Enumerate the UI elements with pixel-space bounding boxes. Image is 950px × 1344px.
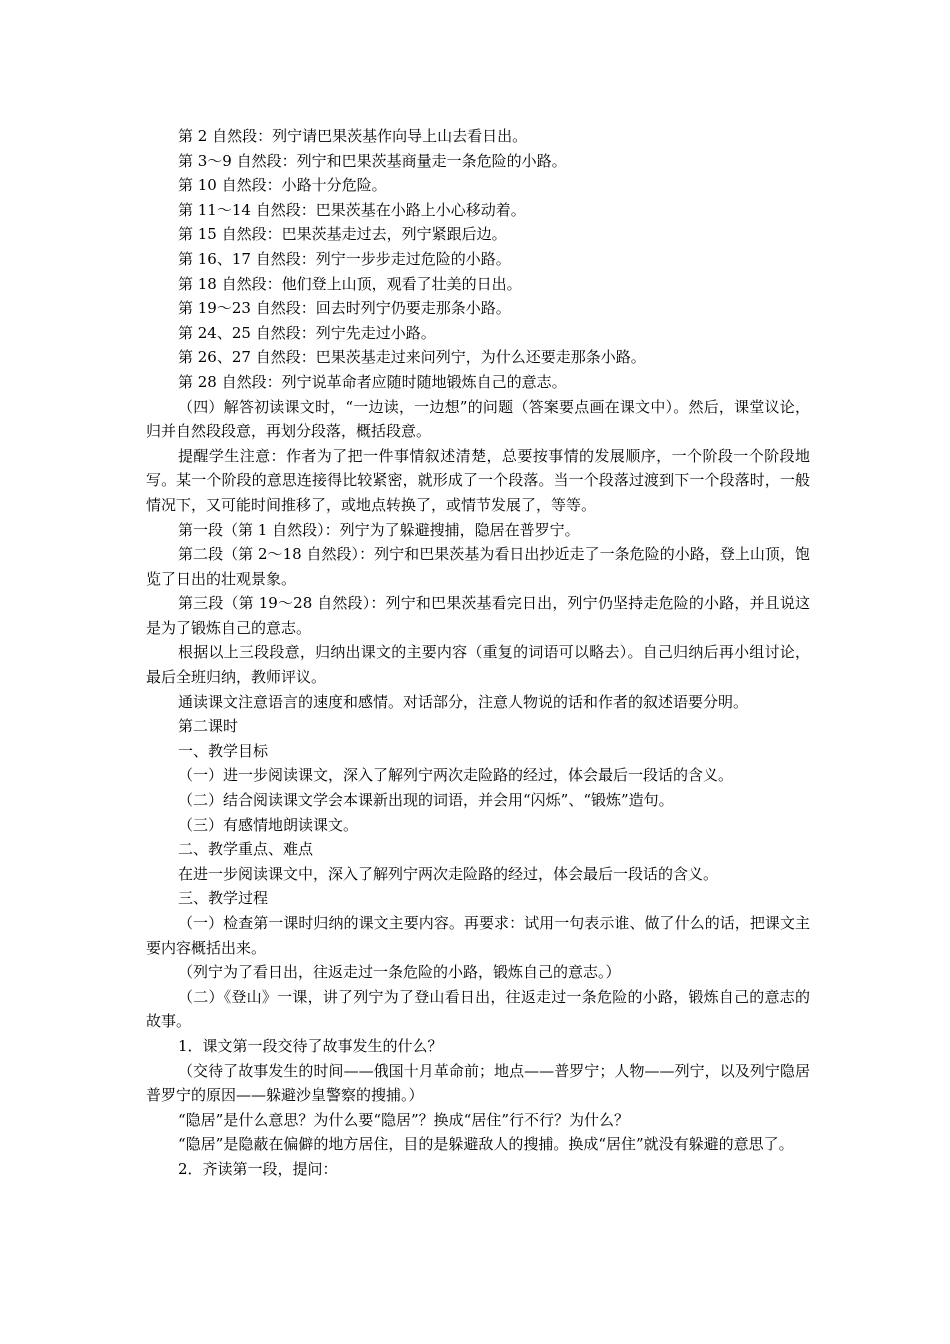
paragraph: （四）解答初读课文时，“一边读，一边想”的问题（答案要点画在课文中）。然后，课堂议论，归并自然段段意，再划分段落，概括段意。 [146,397,810,441]
paragraph: 第 3～9 自然段：列宁和巴果茨基商量走一条危险的小路。 [178,151,567,170]
paragraph: “隐居”是隐蔽在偏僻的地方居住，目的是躲避敌人的搜捕。换成“居住”就没有躲避的意思了。 [178,1135,794,1154]
section-heading: 一、教学目标 [178,741,269,760]
paragraph: （二）《登山》一课，讲了列宁为了登山看日出，往返走过一条危险的小路，锻炼自己的意志的故事。 [146,987,810,1031]
paragraph: 第 16、17 自然段：列宁一步步走过危险的小路。 [178,249,511,268]
paragraph: 第 10 自然段：小路十分危险。 [178,176,387,195]
paragraph: 第二段（第 2～18 自然段）：列宁和巴果茨基为看日出抄近走了一条危险的小路，登上山顶，饱览了日出的壮观景象。 [146,545,810,588]
paragraph: 根据以上三段段意，归纳出课文的主要内容（重复的词语可以略去）。自己归纳后再小组讨论，最后全班归纳，教师评议。 [146,643,810,687]
paragraph: 第 19～23 自然段：回去时列宁仍要走那条小路。 [178,299,511,318]
paragraph: （三）有感情地朗读课文。 [178,815,359,834]
paragraph: 第 2 自然段：列宁请巴果茨基作向导上山去看日出。 [178,127,528,145]
section-heading: 第二课时 [178,717,239,736]
paragraph: （列宁为了看日出，往返走过一条危险的小路，锻炼自己的意志。） [178,963,621,982]
paragraph: “隐居”是什么意思？为什么要“隐居”？换成“居住”行不行？为什么？ [178,1110,630,1129]
paragraph: 第 11～14 自然段：巴果茨基在小路上小心移动着。 [178,200,526,219]
paragraph: （二）结合阅读课文学会本课新出现的词语，并会用“闪烁”、“锻炼”造句。 [178,791,674,810]
paragraph: （交待了故事发生的时间——俄国十月革命前；地点——普罗宁；人物——列宁，以及列宁隐居普罗宁的原因——躲避沙皇警察的搜捕。） [146,1061,810,1105]
paragraph: 第 26、27 自然段：巴果茨基走过来问列宁，为什么还要走那条小路。 [178,348,646,367]
paragraph: （一）检查第一课时归纳的课文主要内容。再要求：试用一句表示谁、做了什么的话，把课文主要内容概括出来。 [146,914,810,957]
paragraph: 1．课文第一段交待了故事发生的什么？ [178,1036,443,1055]
paragraph: 第三段（第 19～28 自然段）：列宁和巴果茨基看完日出，列宁仍坚持走危险的小路，并且说这是为了锻炼自己的意志。 [146,594,810,637]
paragraph: 第一段（第 1 自然段）：列宁为了躲避搜捕，隐居在普罗宁。 [178,520,580,539]
paragraph: 第 18 自然段：他们登上山顶，观看了壮美的日出。 [178,274,522,293]
section-heading: 二、教学重点、难点 [178,840,314,859]
paragraph: 第 28 自然段：列宁说革命者应随时随地锻炼自己的意志。 [178,372,567,391]
paragraph: （一）进一步阅读课文，深入了解列宁两次走险路的经过，体会最后一段话的含义。 [178,766,734,785]
paragraph: 2．齐读第一段，提问： [178,1159,338,1178]
paragraph: 在进一步阅读课文中，深入了解列宁两次走险路的经过，体会最后一段话的含义。 [178,864,719,883]
paragraph: 提醒学生注意：作者为了把一件事情叙述清楚，总要按事情的发展顺序，一个阶段一个阶段地写。某一个阶段的意思连接得比较紧密，就形成了一个段落。当一个段落过渡到下一个段落时，一般情况下，又可能时间推移了，或地点转换了，或情节发展了，等等。 [146,446,810,514]
paragraph: 通读课文注意语言的速度和感情。对话部分，注意人物说的话和作者的叙述语要分明。 [178,692,749,711]
paragraph: 第 24、25 自然段：列宁先走过小路。 [178,323,436,342]
paragraph: 第 15 自然段：巴果茨基走过去，列宁紧跟后边。 [178,225,507,244]
section-heading: 三、教学过程 [178,889,269,908]
document-page [146,124,810,1182]
